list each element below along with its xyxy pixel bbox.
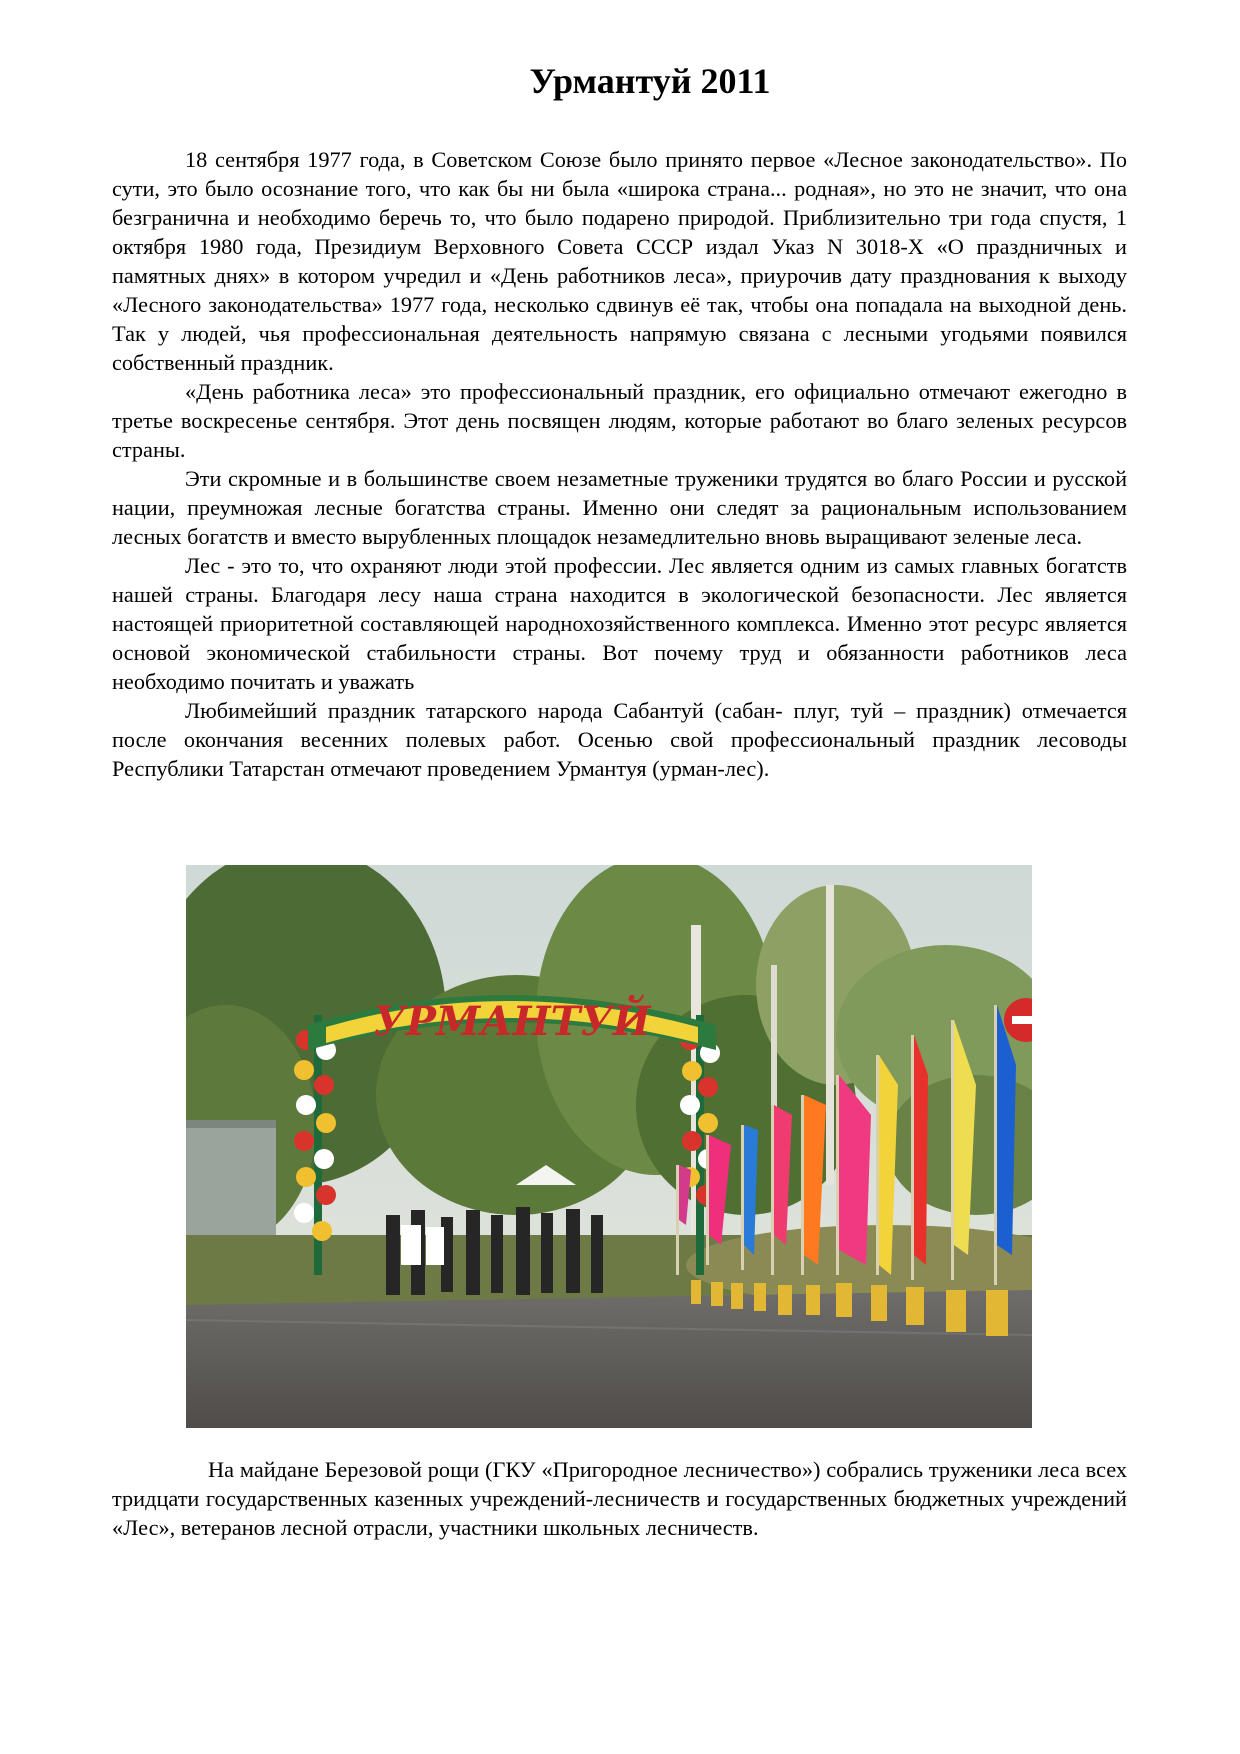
paragraph: Эти скромные и в большинстве своем незаметные труженики трудятся во благо России и русской нации, преумножая лесные богатства страны. Именно они следят за рациональным использованием лесных богатств и вместо вырубленных площадок незамедлительно вновь выращивают зеленые леса. — [112, 466, 1127, 549]
caption-text — [112, 1455, 1127, 1542]
paragraph: 18 сентября 1977 года, в Советском Союзе было принято первое «Лесное законодательство». По сути, это было осознание того, что как бы ни была «широка страна... родная», но это не значит, что она безгранична и необходимо беречь то, что было подарено природой. Приблизительно три года спустя, 1 октября 1980 года, Президиум Верховного Совета СССР издал Указ N 3018-X «О праздничных и памятных днях» в котором учредил и «День работников леса», приурочив дату празднования к выходу «Лесного законодательства» 1977 года, несколько сдвинув её так, чтобы она попадала на выходной день. Так у людей, чья профессиональная деятельность напрямую связана с лесными угодьями появился собственный праздник. — [112, 147, 1127, 375]
paragraph: Любимейший праздник татарского народа Сабантуй (сабан- плуг, туй – праздник) отмечается после окончания весенних полевых работ. Осенью свой профессиональный праздник лесоводы Республики Татарстан отмечают проведением Урмантуя (урман-лес). — [112, 698, 1127, 781]
paragraph: «День работника леса» это профессиональный праздник, его официально отмечают ежегодно в третье воскресенье сентября. Этот день посвящен людям, которые работают во благо зеленых ресурсов страны. — [112, 379, 1127, 462]
paragraph: На майдане Березовой рощи (ГКУ «Пригородное лесничество») собрались труженики леса всех тридцати государственных казенных учреждений-лесничеств и государственных бюджетных учреждений «Лес», ветеранов лесной отрасли, участники школьных лесничеств. — [112, 1457, 1127, 1540]
page-title: Урмантуй 2011 — [529, 61, 771, 101]
body-text — [112, 145, 1127, 783]
arch-sign-text: УРМАНТУЙ — [373, 998, 651, 1045]
paragraph: Лес - это то, что охраняют люди этой профессии. Лес является одним из самых главных богатств нашей страны. Благодаря лесу наша страна находится в экологической безопасности. Лес является настоящей приоритетной составляющей народнохозяйственного комплекса. Именно этот ресурс является основой экономической стабильности страны. Вот почему труд и обязанности работников леса необходимо почитать и уважать — [112, 553, 1127, 694]
festival-photo — [186, 865, 1032, 1428]
